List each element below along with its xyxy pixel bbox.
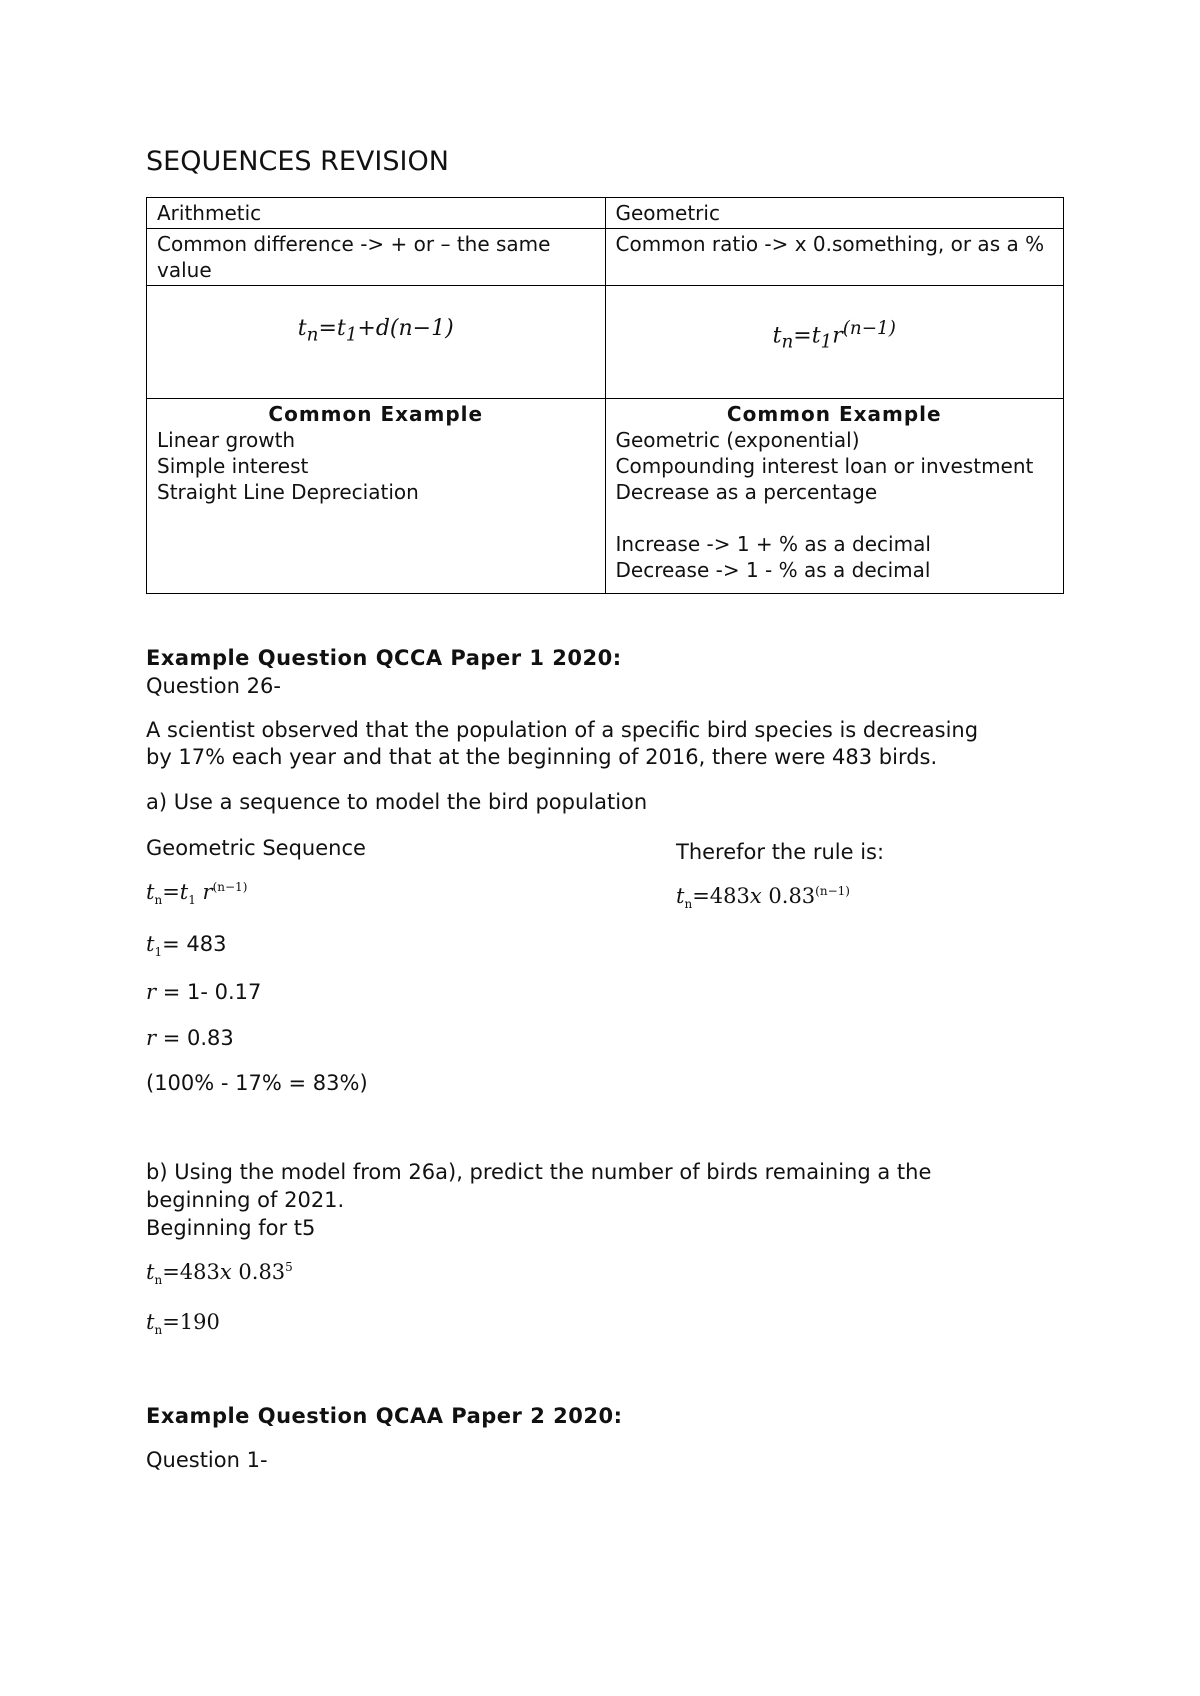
geometric-example-item: Geometric (exponential) — [615, 428, 860, 452]
t1-line: $t_1= 483$ — [146, 932, 227, 960]
arithmetic-example-heading: Common Example — [268, 402, 484, 426]
q1-heading: Example Question QCCA Paper 1 2020: — [146, 646, 622, 670]
t1-value: = 483 — [162, 932, 227, 956]
geometric-example-item: Decrease as a percentage — [615, 480, 878, 504]
q1-number: Question 26- — [146, 674, 281, 698]
rule-label: Therefor the rule is: — [676, 840, 885, 864]
arithmetic-example-item: Simple interest — [157, 454, 309, 478]
geometric-definition: Common ratio -> x 0.something, or as a % — [605, 229, 1064, 286]
beginning-for: Beginning for t5 — [146, 1216, 316, 1240]
r-calc: = 1- 0.17 — [162, 980, 262, 1004]
geometric-example-heading: Common Example — [726, 402, 942, 426]
arithmetic-formula: $t_n=t_1+d(n-1)$ — [297, 316, 454, 346]
sequence-type: Geometric Sequence — [146, 836, 366, 860]
q1-part-b-line1: b) Using the model from 26a), predict the number of birds remaining a the — [146, 1160, 932, 1184]
geometric-examples-cell — [605, 399, 1064, 594]
arithmetic-header: Arithmetic — [147, 198, 606, 229]
q2-heading: Example Question QCAA Paper 2 2020: — [146, 1404, 623, 1428]
arithmetic-formula-cell — [147, 286, 606, 399]
geometric-general-formula: $t_n=t_1$ $r^{(n-1)}$ — [146, 880, 248, 908]
geometric-formula-cell — [605, 286, 1064, 399]
q2-number: Question 1- — [146, 1448, 268, 1472]
geometric-example-item: Compounding interest loan or investment — [615, 454, 1034, 478]
page-title: SEQUENCES REVISION — [146, 146, 449, 177]
arithmetic-definition: Common difference -> + or – the same value — [147, 229, 606, 286]
r-value-line: r = 0.83 — [146, 1026, 234, 1050]
q1-prompt-line2: by 17% each year and that at the beginning of 2016, there were 483 birds. — [146, 745, 938, 769]
percent-note: (100% - 17% = 83%) — [146, 1071, 368, 1095]
r-value: = 0.83 — [162, 1026, 234, 1050]
geometric-formula: $t_n=t_1r^{(n-1)}$ — [772, 318, 896, 353]
q1-part-a: a) Use a sequence to model the bird population — [146, 790, 648, 814]
geometric-decrease-note: Decrease -> 1 - % as a decimal — [615, 558, 931, 582]
arithmetic-example-item: Straight Line Depreciation — [157, 480, 419, 504]
geometric-increase-note: Increase -> 1 + % as a decimal — [615, 532, 931, 556]
prediction-calc: $t_n=483x$ 0.83$^5$ — [146, 1260, 293, 1288]
r-calc-line: r = 1- 0.17 — [146, 980, 262, 1004]
q1-prompt-line1: A scientist observed that the population of a specific bird species is decreasing — [146, 718, 979, 742]
prediction-answer: $t_n=190$ — [146, 1310, 220, 1338]
rule-formula: $t_n=483x$ $0.83^{(n-1)}$ — [676, 884, 850, 912]
geometric-header: Geometric — [605, 198, 1064, 229]
arithmetic-example-item: Linear growth — [157, 428, 296, 452]
arithmetic-examples-cell — [147, 399, 606, 594]
sequences-comparison-table — [146, 197, 1064, 594]
q1-part-b-line2: beginning of 2021. — [146, 1188, 345, 1212]
